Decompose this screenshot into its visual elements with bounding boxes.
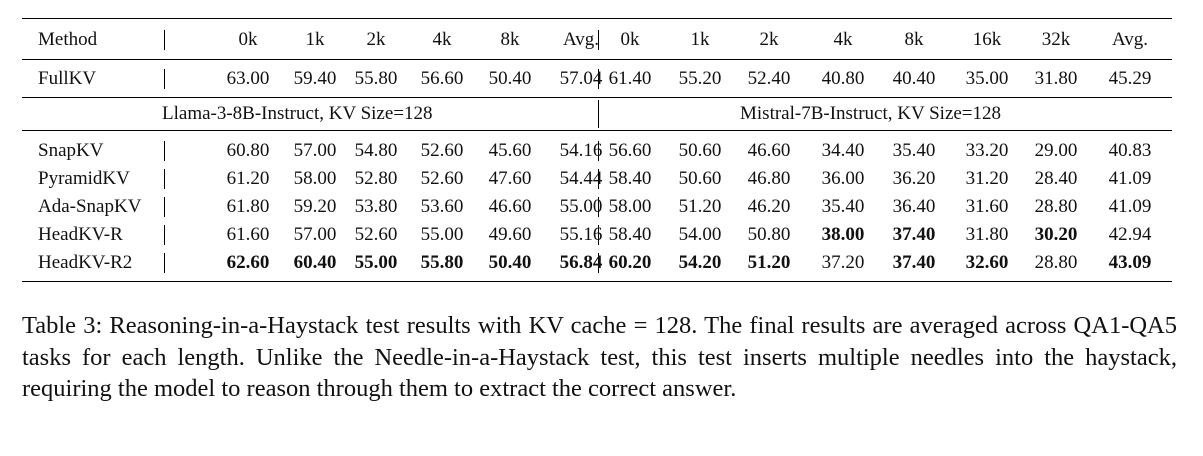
value-cell: 58.00 — [608, 196, 652, 217]
value-cell: 57.00 — [293, 140, 337, 161]
value-cell: 34.40 — [821, 140, 865, 161]
header-length: 0k — [620, 29, 640, 50]
value-cell: 54.16 — [559, 140, 603, 161]
value-cell: 32.60 — [965, 252, 1009, 273]
value-cell: 31.20 — [965, 168, 1009, 189]
value-cell: 47.60 — [488, 168, 532, 189]
table-row — [22, 193, 1172, 221]
value-cell: 61.40 — [608, 68, 652, 89]
value-cell: 46.60 — [747, 140, 791, 161]
value-cell: 55.80 — [354, 68, 398, 89]
value-cell: 52.60 — [420, 168, 464, 189]
value-cell: 35.00 — [965, 68, 1009, 89]
value-cell: 50.60 — [678, 140, 722, 161]
value-cell: 40.80 — [821, 68, 865, 89]
subheader-left: Llama-3-8B-Instruct, KV Size=128 — [162, 103, 433, 124]
value-cell: 62.60 — [226, 252, 270, 273]
value-cell: 50.40 — [488, 68, 532, 89]
value-cell: 51.20 — [747, 252, 791, 273]
value-cell: 52.60 — [420, 140, 464, 161]
value-cell: 52.80 — [354, 168, 398, 189]
method-cell: HeadKV-R — [38, 224, 123, 245]
bottom-rule — [22, 281, 1172, 282]
header-length: 8k — [500, 29, 520, 50]
value-cell: 53.80 — [354, 196, 398, 217]
value-cell: 37.40 — [892, 224, 936, 245]
table-body — [22, 137, 1172, 277]
column-divider — [164, 169, 165, 189]
header-method: Method — [38, 29, 98, 50]
value-cell: 55.00 — [420, 224, 464, 245]
value-cell: 52.40 — [747, 68, 791, 89]
column-divider — [598, 30, 599, 50]
value-cell: 50.60 — [678, 168, 722, 189]
value-cell: 52.60 — [354, 224, 398, 245]
column-divider — [164, 225, 165, 245]
value-cell: 28.80 — [1034, 252, 1078, 273]
column-divider — [164, 141, 165, 161]
value-cell: 60.40 — [293, 252, 337, 273]
value-cell: 58.40 — [608, 168, 652, 189]
table-caption: Table 3: Reasoning-in-a-Haystack test results with KV cache = 128. The final results are averaged across QA1-QA5 tasks for each length. Unlike the Needle-in-a-Haystack test, this test inserts multiple needles into the haystack, requiring the model to reason through them to extract the correct answer. — [22, 312, 1177, 402]
header-length: Avg. — [1111, 29, 1149, 50]
value-cell: 59.20 — [293, 196, 337, 217]
table-row — [22, 165, 1172, 193]
header-length: 4k — [833, 29, 853, 50]
header-length: 1k — [690, 29, 710, 50]
value-cell: 59.40 — [293, 68, 337, 89]
value-cell: 31.80 — [965, 224, 1009, 245]
value-cell: 46.20 — [747, 196, 791, 217]
value-cell: 29.00 — [1034, 140, 1078, 161]
value-cell: 60.20 — [608, 252, 652, 273]
value-cell: 49.60 — [488, 224, 532, 245]
value-cell: 43.09 — [1108, 252, 1152, 273]
column-divider — [164, 253, 165, 273]
value-cell: 41.09 — [1108, 168, 1152, 189]
value-cell: 57.00 — [293, 224, 337, 245]
value-cell: 28.80 — [1034, 196, 1078, 217]
value-cell: 55.20 — [678, 68, 722, 89]
header-length: 1k — [305, 29, 325, 50]
column-divider — [164, 69, 165, 89]
value-cell: 45.29 — [1108, 68, 1152, 89]
header-length: 16k — [972, 29, 1002, 50]
subheader-right: Mistral-7B-Instruct, KV Size=128 — [740, 103, 1002, 124]
value-cell: 61.20 — [226, 168, 270, 189]
value-cell: 46.80 — [747, 168, 791, 189]
value-cell: 63.00 — [226, 68, 270, 89]
results-table — [22, 18, 1172, 282]
value-cell: 58.00 — [293, 168, 337, 189]
method-cell: SnapKV — [38, 140, 104, 161]
value-cell: 40.83 — [1108, 140, 1152, 161]
value-cell: 33.20 — [965, 140, 1009, 161]
value-cell: 40.40 — [892, 68, 936, 89]
header-length: 32k — [1041, 29, 1071, 50]
table-row — [22, 221, 1172, 249]
value-cell: 31.60 — [965, 196, 1009, 217]
column-divider — [164, 197, 165, 217]
value-cell: 35.40 — [892, 140, 936, 161]
value-cell: 37.20 — [821, 252, 865, 273]
value-cell: 30.20 — [1034, 224, 1078, 245]
header-row — [22, 26, 1172, 54]
value-cell: 42.94 — [1108, 224, 1152, 245]
value-cell: 35.40 — [821, 196, 865, 217]
value-cell: 55.00 — [354, 252, 398, 273]
value-cell: 54.80 — [354, 140, 398, 161]
value-cell: 50.40 — [488, 252, 532, 273]
value-cell: 54.00 — [678, 224, 722, 245]
value-cell: 55.80 — [420, 252, 464, 273]
value-cell: 36.00 — [821, 168, 865, 189]
value-cell: 56.60 — [420, 68, 464, 89]
method-cell: PyramidKV — [38, 168, 130, 189]
table-row — [22, 249, 1172, 277]
header-length: 2k — [366, 29, 386, 50]
value-cell: 57.04 — [559, 68, 603, 89]
value-cell: 58.40 — [608, 224, 652, 245]
value-cell: 60.80 — [226, 140, 270, 161]
value-cell: 54.44 — [559, 168, 603, 189]
value-cell: 45.60 — [488, 140, 532, 161]
value-cell: 61.80 — [226, 196, 270, 217]
value-cell: 61.60 — [226, 224, 270, 245]
header-length: 8k — [904, 29, 924, 50]
value-cell: 50.80 — [747, 224, 791, 245]
value-cell: 41.09 — [1108, 196, 1152, 217]
subheader-divider — [598, 100, 599, 128]
value-cell: 38.00 — [821, 224, 865, 245]
top-rule — [22, 18, 1172, 19]
value-cell: 53.60 — [420, 196, 464, 217]
method-cell: FullKV — [38, 68, 97, 89]
value-cell: 36.20 — [892, 168, 936, 189]
value-cell: 28.40 — [1034, 168, 1078, 189]
value-cell: 56.60 — [608, 140, 652, 161]
column-divider — [164, 30, 165, 50]
header-length: 0k — [238, 29, 258, 50]
value-cell: 55.00 — [559, 196, 603, 217]
header-length: 2k — [759, 29, 779, 50]
method-cell: HeadKV-R2 — [38, 252, 133, 273]
value-cell: 54.20 — [678, 252, 722, 273]
header-rule — [22, 59, 1172, 60]
value-cell: 37.40 — [892, 252, 936, 273]
value-cell: 55.16 — [559, 224, 603, 245]
method-cell: Ada-SnapKV — [38, 196, 142, 217]
table-row — [22, 137, 1172, 165]
header-length: Avg. — [562, 29, 600, 50]
value-cell: 56.84 — [559, 252, 603, 273]
value-cell: 31.80 — [1034, 68, 1078, 89]
header-length: 4k — [432, 29, 452, 50]
value-cell: 51.20 — [678, 196, 722, 217]
subheader-row — [22, 98, 1172, 130]
value-cell: 46.60 — [488, 196, 532, 217]
fullkv-row — [22, 65, 1172, 93]
value-cell: 36.40 — [892, 196, 936, 217]
